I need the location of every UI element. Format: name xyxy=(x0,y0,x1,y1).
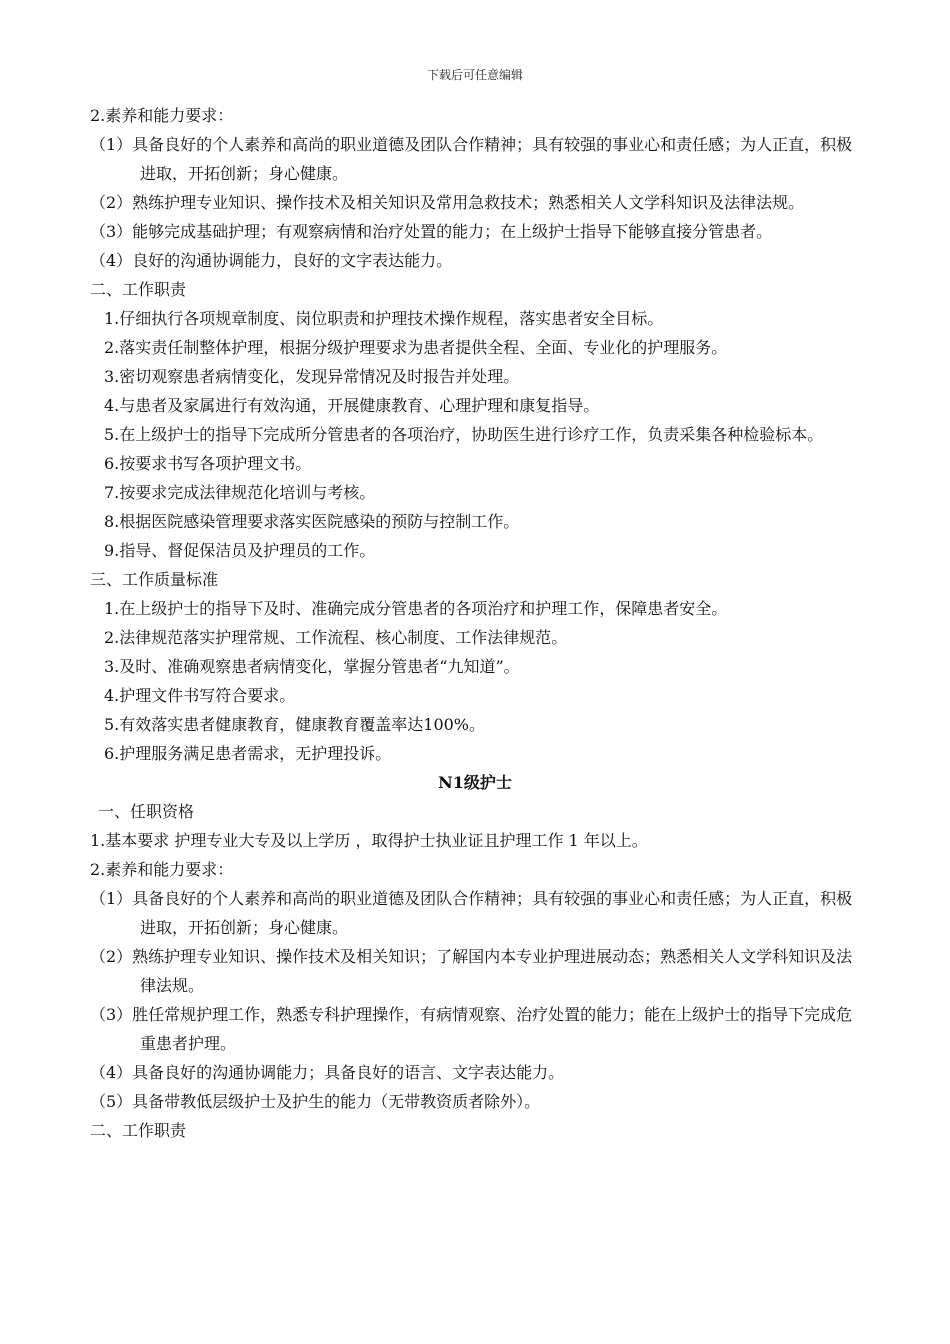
text-line: 3.及时、准确观察患者病情变化，掌握分管患者“九知道”。 xyxy=(104,657,520,676)
text-line: （2）熟练护理专业知识、操作技术及相关知识；了解国内本专业护理进展动态；熟悉相关人文学科知识及法律法规。 xyxy=(90,947,853,995)
text-line: 7.按要求完成法律规范化培训与考核。 xyxy=(104,483,376,502)
text-line: 2.素养和能力要求： xyxy=(90,860,234,879)
text-line: 3.密切观察患者病情变化，发现异常情况及时报告并处理。 xyxy=(104,367,520,386)
text-line: （1）具备良好的个人素养和高尚的职业道德及团队合作精神；具有较强的事业心和责任感；为人正直，积极进取，开拓创新；身心健康。 xyxy=(90,135,853,183)
text-line: 三、工作质量标准 xyxy=(90,570,219,589)
text-line: 5.在上级护士的指导下完成所分管患者的各项治疗，协助医生进行诊疗工作，负责采集各种检验标本。 xyxy=(104,425,824,444)
text-line: 8.根据医院感染管理要求落实医院感染的预防与控制工作。 xyxy=(104,512,520,531)
document-body xyxy=(90,101,860,1145)
text-line: （4）具备良好的沟通协调能力；具备良好的语言、文字表达能力。 xyxy=(90,1063,565,1082)
text-line: 4.与患者及家属进行有效沟通，开展健康教育、心理护理和康复指导。 xyxy=(104,396,600,415)
text-line: 2.法律规范落实护理常规、工作流程、核心制度、工作法律规范。 xyxy=(104,628,568,647)
text-line: 9.指导、督促保洁员及护理员的工作。 xyxy=(104,541,376,560)
page-header: 下载后可任意编辑 xyxy=(426,68,523,82)
text-line: 1.仔细执行各项规章制度、岗位职责和护理技术操作规程，落实患者安全目标。 xyxy=(104,309,664,328)
text-line: 1.基本要求 护理专业大专及以上学历 ，取得护士执业证且护理工作 1 年以上。 xyxy=(90,831,648,850)
text-line: （3）胜任常规护理工作，熟悉专科护理操作，有病情观察、治疗处置的能力；能在上级护士的指导下完成危重患者护理。 xyxy=(90,1005,853,1053)
text-line: 6.护理服务满足患者需求，无护理投诉。 xyxy=(104,744,392,763)
text-line: （4）良好的沟通协调能力，良好的文字表达能力。 xyxy=(90,251,453,270)
text-line: 二、工作职责 xyxy=(90,280,187,299)
text-line: （3）能够完成基础护理；有观察病情和治疗处置的能力；在上级护士指导下能够直接分管患者。 xyxy=(90,222,773,241)
text-line: 4.护理文件书写符合要求。 xyxy=(104,686,296,705)
text-line: 2.落实责任制整体护理，根据分级护理要求为患者提供全程、全面、专业化的护理服务。 xyxy=(104,338,728,357)
section-title: N1级护士 xyxy=(438,773,512,792)
text-line: （5）具备带教低层级护士及护生的能力（无带教资质者除外）。 xyxy=(90,1092,541,1111)
text-line: 6.按要求书写各项护理文书。 xyxy=(104,454,312,473)
text-line: 5.有效落实患者健康教育，健康教育覆盖率达100%。 xyxy=(104,715,486,734)
text-line: （1）具备良好的个人素养和高尚的职业道德及团队合作精神；具有较强的事业心和责任感；为人正直，积极进取，开拓创新；身心健康。 xyxy=(90,889,853,937)
text-line: 2.素养和能力要求： xyxy=(90,106,234,125)
text-line: 1.在上级护士的指导下及时、准确完成分管患者的各项治疗和护理工作，保障患者安全。 xyxy=(104,599,728,618)
text-line: （2）熟练护理专业知识、操作技术及相关知识及常用急救技术；熟悉相关人文学科知识及法律法规。 xyxy=(90,193,805,212)
text-line: 一、任职资格 xyxy=(98,802,195,821)
text-line: 二、工作职责 xyxy=(90,1121,187,1140)
